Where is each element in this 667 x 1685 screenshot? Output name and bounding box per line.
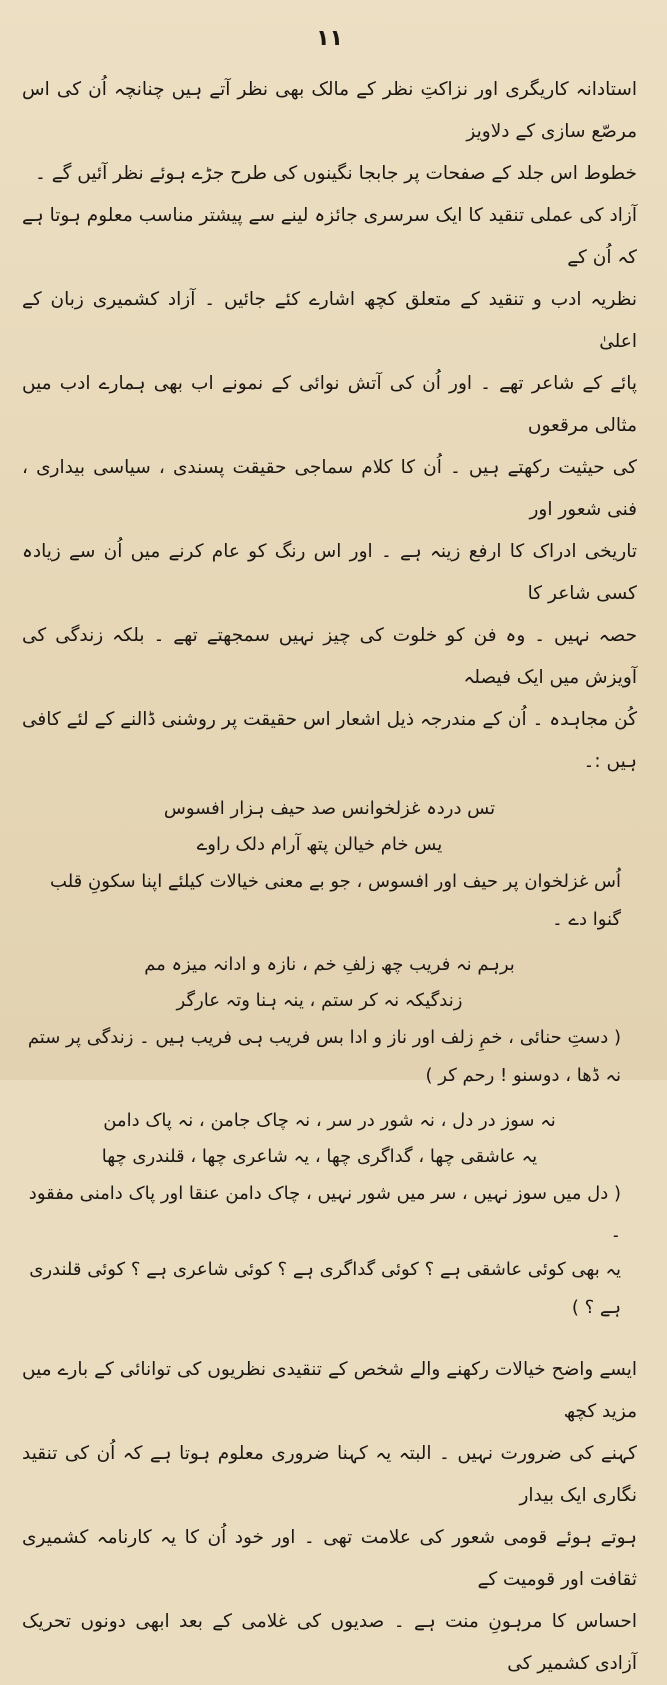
- text-line: تاریخی ادراک کا ارفع زینہ ہے ۔ اور اس رنگ کو عام کرنے میں اُن سے زیادہ کسی شاعر کا: [22, 541, 637, 604]
- verse-translation: ( دستِ حنائی ، خمِ زلف اور ناز و ادا بس فریب ہی فریب ہیں ۔ زندگی پر ستم نہ ڈھا ، دوسنو ! رحم کر ): [27, 1027, 621, 1086]
- verse-translation: یہ بھی کوئی عاشقی ہے ؟ کوئی گداگری ہے ؟ کوئی شاعری ہے ؟ کوئی قلندری ہے ؟ ): [29, 1259, 621, 1318]
- verse-block: [22, 791, 637, 939]
- verse-translation: ( دل میں سوز نہیں ، سر میں شور نہیں ، چاک دامن عنقا اور پاک دامنی مفقود ۔: [28, 1183, 621, 1242]
- text-line: پائے کے شاعر تھے ۔ اور اُن کی آتش نوائی کے نمونے اب بھی ہمارے ادب میں مثالی مرقعوں: [22, 373, 637, 436]
- text-line: ایسے واضح خیالات رکھنے والے شخص کے تنقیدی نظریوں کی توانائی کے بارے میں مزید کچھ: [22, 1359, 637, 1422]
- paragraph-critique: [22, 195, 637, 783]
- verse-line: یہ عاشقی چھا ، گداگری چھا ، یہ شاعری چھا ، قلندری چھا: [101, 1146, 538, 1167]
- verse-line: تس دردہ غزلخوانس صد حیف ہزار افسوس: [163, 798, 496, 819]
- verse-line: برہم نہ فریب چھ زلفِ خم ، نازہ و ادانہ میزہ مم: [144, 954, 515, 975]
- text-line: آزاد کی عملی تنقید کا ایک سرسری جائزہ لینے سے پیشتر مناسب معلوم ہوتا ہے کہ اُن کے: [22, 205, 637, 268]
- page-number: ۱۱: [316, 26, 343, 51]
- verse-block: [22, 947, 637, 1095]
- verse-translation: اُس غزلخوان پر حیف اور افسوس ، جو بے معنی خیالات کیلئے اپنا سکونِ قلب گنوا دے ۔: [50, 871, 621, 930]
- verse-line: نہ سوز در دل ، نہ شور در سر ، نہ چاک جامن ، نہ پاک دامن: [103, 1110, 556, 1131]
- text-line: کی حیثیت رکھتے ہیں ۔ اُن کا کلام سماجی حقیقت پسندی ، سیاسی بیداری ، فنی شعور اور: [22, 457, 637, 520]
- text-line: نظریہ ادب و تنقید کے متعلق کچھ اشارے کئے جائیں ۔ آزاد کشمیری زبان کے اعلیٰ: [22, 289, 637, 352]
- text-line: کُن مجاہدہ ۔ اُن کے مندرجہ ذیل اشعار اس حقیقت پر روشنی ڈالنے کے لئے کافی ہیں :۔: [22, 709, 637, 772]
- text-line: کہنے کی ضرورت نہیں ۔ البتہ یہ کہنا ضروری معلوم ہوتا ہے کہ اُن کی تنقید نگاری ایک بیدار: [22, 1443, 637, 1506]
- text-line: استادانہ کاریگری اور نزاکتِ نظر کے مالک بھی نظر آتے ہیں چنانچہ اُن کی اس مرصّع سازی کے دلاویز: [22, 79, 637, 142]
- verse-line: یس خام خیالن پتھ آرام دلک راوے: [196, 834, 443, 855]
- paragraph-closing: [22, 1349, 637, 1685]
- text-line: خطوط اس جلد کے صفحات پر جابجا نگینوں کی طرح جڑے ہوئے نظر آئیں گے ۔: [35, 163, 637, 184]
- verse-block: [22, 1103, 637, 1327]
- text-line: احساس کا مرہونِ منت ہے ۔ صدیوں کی غلامی کے بعد ابھی دونوں تحریک آزادی کشمیر کی: [22, 1611, 637, 1674]
- paragraph-intro: [22, 69, 637, 195]
- verse-line: زندگیکہ نہ کر ستم ، ینہ ہنا وتہ عارگر: [176, 990, 463, 1011]
- text-line: حصہ نہیں ۔ وہ فن کو خلوت کی چیز نہیں سمجھتے تھے ۔ بلکہ زندگی کی آویزش میں ایک فیصلہ: [22, 625, 637, 688]
- text-line: ہوتے ہوئے قومی شعور کی علامت تھی ۔ اور خود اُن کا یہ کارنامہ کشمیری ثقافت اور قومیت کے: [22, 1527, 637, 1590]
